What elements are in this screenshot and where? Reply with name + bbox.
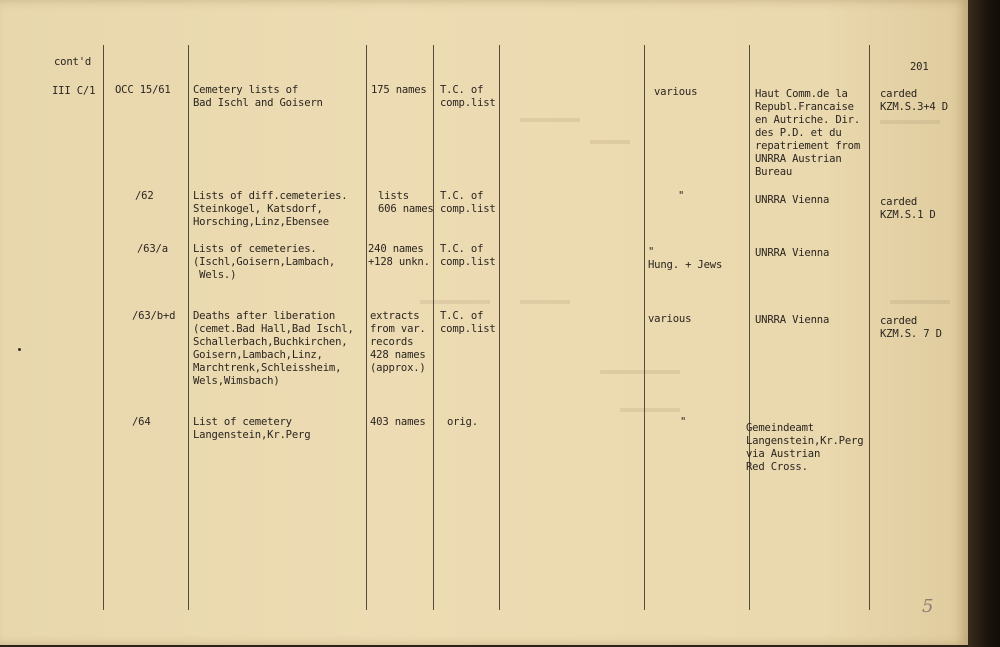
show-through-mark <box>890 300 950 304</box>
type-cell: T.C. of comp.list <box>440 84 496 109</box>
description-cell: Lists of cemeteries. (Ischl,Goisern,Lambach, Wels.) <box>193 243 336 281</box>
show-through-mark <box>590 140 630 144</box>
type-cell: T.C. of comp.list <box>440 190 496 215</box>
description-cell: Cemetery lists of Bad Ischl and Goisern <box>193 84 323 109</box>
description-cell: Deaths after liberation (cemet.Bad Hall,Bad Ischl, Schallerbach,Buchkirchen, Goisern,Lambach,Linz, Marchtrenk,Schleissheim, Wels,Wimsbach) <box>193 310 354 387</box>
reference-cell: /63/b+d <box>132 310 176 322</box>
source-cell: UNRRA Vienna <box>755 194 830 206</box>
count-cell: lists 606 names <box>378 190 434 215</box>
source-cell: UNRRA Vienna <box>755 314 830 326</box>
category-cell: " Hung. + Jews <box>648 246 723 271</box>
category-cell: various <box>648 313 692 325</box>
source-cell: Gemeindeamt Langenstein,Kr.Perg via Austrian Red Cross. <box>746 422 864 473</box>
binding-edge <box>968 0 1000 647</box>
reference-cell: /62 <box>135 190 154 202</box>
reference-cell: /64 <box>132 416 151 428</box>
show-through-mark <box>520 118 580 122</box>
column-rule <box>749 45 750 610</box>
category-cell: " <box>678 190 685 202</box>
column-rule <box>499 45 500 610</box>
show-through-mark <box>880 120 940 124</box>
type-cell: orig. <box>447 416 478 428</box>
contd-label: cont'd <box>54 56 92 68</box>
show-through-mark <box>520 300 570 304</box>
count-cell: 240 names +128 unkn. <box>368 243 430 268</box>
show-through-mark <box>420 300 490 304</box>
type-cell: T.C. of comp.list <box>440 243 496 268</box>
reference-cell: OCC 15/61 <box>115 84 171 96</box>
description-cell: List of cemetery Langenstein,Kr.Perg <box>193 416 311 441</box>
count-cell: 175 names <box>371 84 427 96</box>
count-cell: extracts from var. records 428 names (approx.) <box>370 310 426 374</box>
status-cell: carded KZM.S. 7 D <box>880 315 942 340</box>
description-cell: Lists of diff.cemeteries. Steinkogel, Katsdorf, Horsching,Linz,Ebensee <box>193 190 348 228</box>
show-through-mark <box>600 370 680 374</box>
margin-dot <box>18 348 21 351</box>
show-through-mark <box>620 408 680 412</box>
source-cell: UNRRA Vienna <box>755 247 830 259</box>
section-cell: III C/1 <box>52 85 96 97</box>
column-rule <box>433 45 434 610</box>
status-cell: carded KZM.S.1 D <box>880 196 936 221</box>
category-cell: " <box>680 416 687 428</box>
column-rule <box>644 45 645 610</box>
page-number: 201 <box>910 61 929 73</box>
column-rule <box>103 45 104 610</box>
source-cell: Haut Comm.de la Republ.Francaise en Autriche. Dir. des P.D. et du repatriement from UNRRA Austrian Bureau <box>755 88 861 178</box>
pencil-mark: 5 <box>922 596 934 617</box>
status-cell: carded KZM.S.3+4 D <box>880 88 948 113</box>
column-rule <box>366 45 367 610</box>
category-cell: various <box>654 86 698 98</box>
column-rule <box>188 45 189 610</box>
type-cell: T.C. of comp.list <box>440 310 496 335</box>
column-rule <box>869 45 870 610</box>
reference-cell: /63/a <box>137 243 168 255</box>
count-cell: 403 names <box>370 416 426 428</box>
